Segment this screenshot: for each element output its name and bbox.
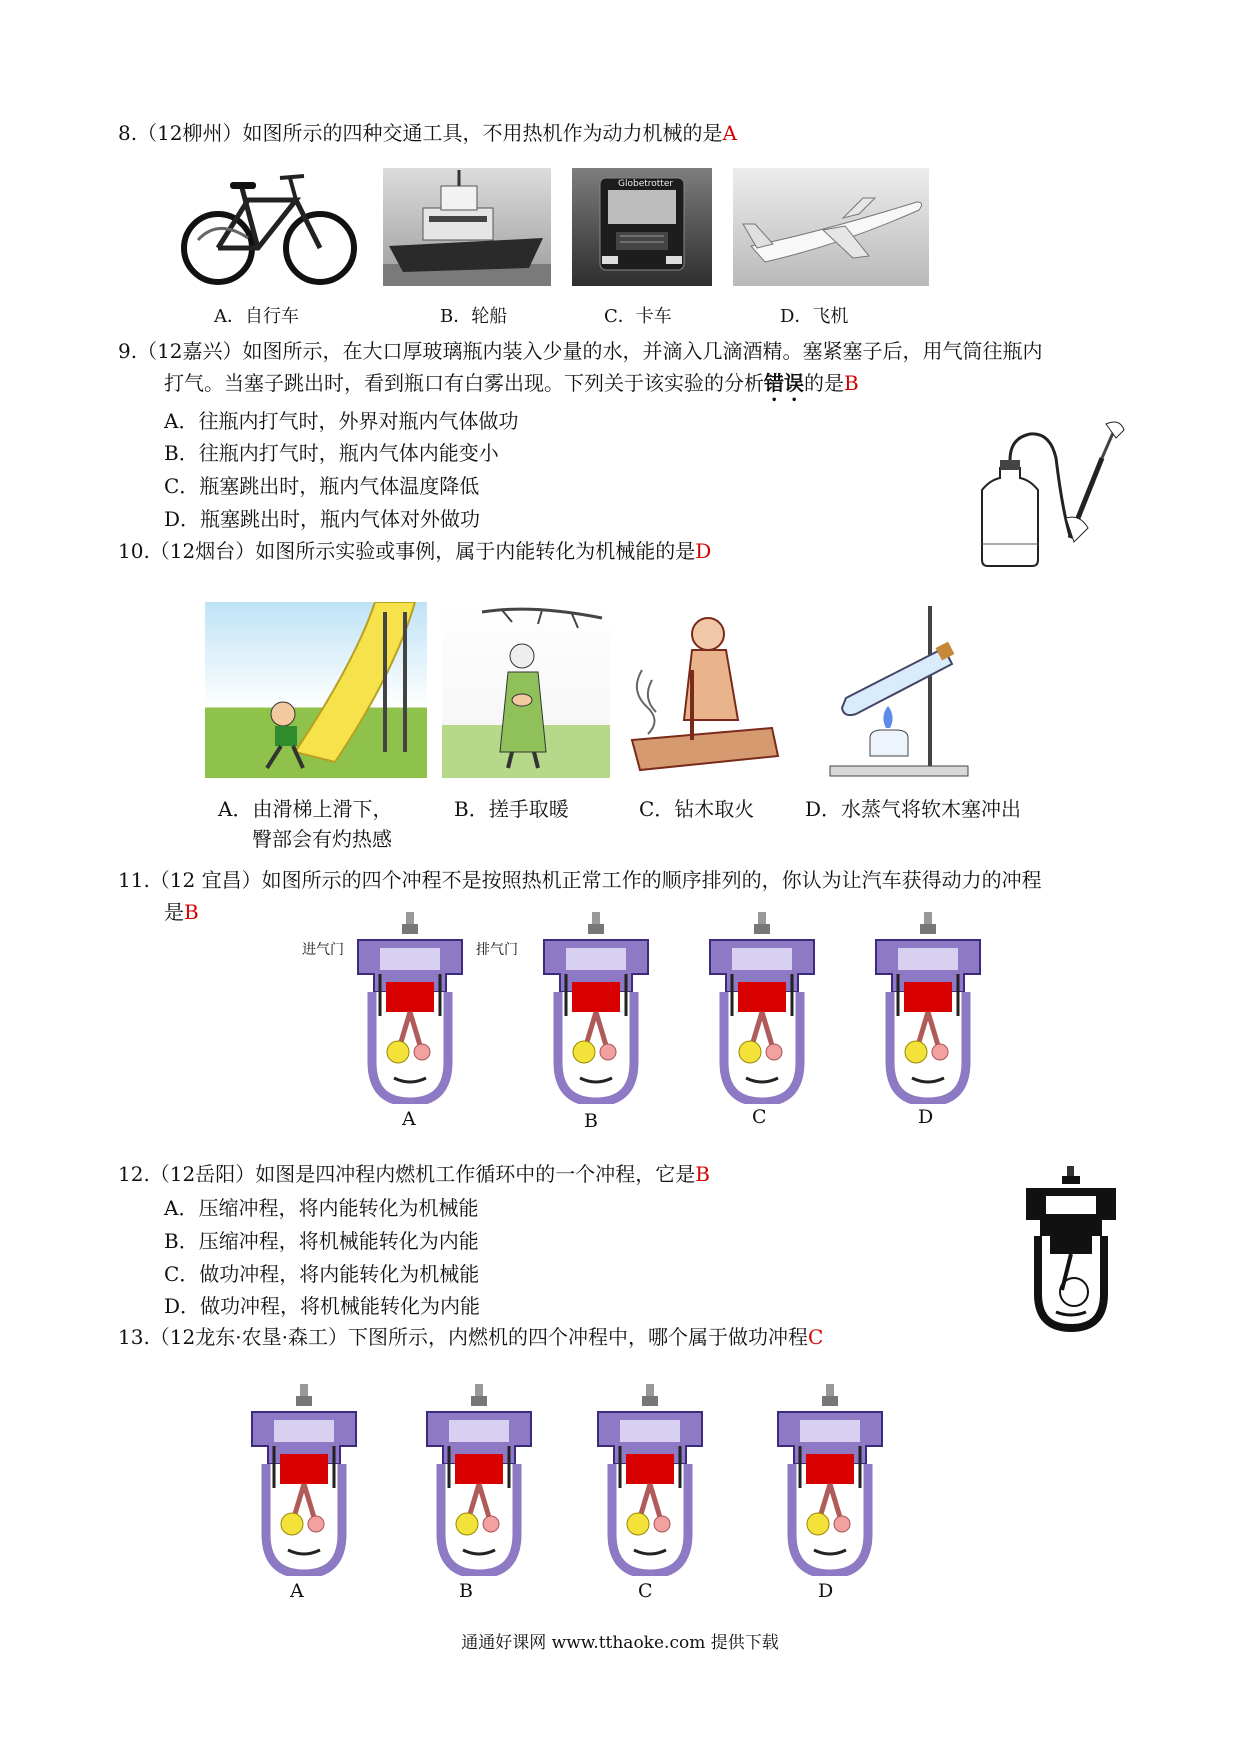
q8-caption-b: B．轮船 — [440, 306, 508, 327]
q13-stem: 13.（12龙东·农垦·森工）下图所示，内燃机的四个冲程中，哪个属于做功冲程C — [118, 1325, 824, 1349]
q10-caption-a: A．由滑梯上滑下， — [218, 797, 393, 821]
q11-letter-c: C — [752, 1106, 767, 1128]
q13-engine-a — [244, 1384, 366, 1576]
q10-caption-b: B．搓手取暖 — [454, 797, 569, 821]
q11-engine-d — [868, 912, 990, 1104]
q8-caption-d: D．飞机 — [780, 306, 849, 327]
drilling-wood-fire-image — [622, 610, 792, 778]
q13-engine-c — [590, 1384, 712, 1576]
q11-engine-c — [702, 912, 824, 1104]
q8-stem: 8.（12柳州）如图所示的四种交通工具，不用热机作为动力机械的是A — [118, 121, 737, 145]
q11-engine-b — [536, 912, 658, 1104]
rubbing-hands-image — [442, 602, 610, 778]
q8-caption-c: C．卡车 — [604, 306, 672, 327]
intake-valve-label: 进气门 — [302, 942, 344, 958]
q12-option-d: D．做功冲程，将机械能转化为内能 — [164, 1294, 481, 1318]
q10-caption-c: C．钻木取火 — [639, 797, 755, 821]
q10-caption-a-line2: 臀部会有灼热感 — [252, 827, 392, 851]
q9-option-a: A．往瓶内打气时，外界对瓶内气体做功 — [164, 409, 519, 433]
q12-option-b: B．压缩冲程，将机械能转化为内能 — [164, 1229, 479, 1253]
truck-brand: Globetrotter — [618, 179, 674, 189]
q13-letter-d: D — [818, 1580, 834, 1602]
q12-stem: 12.（12岳阳）如图是四冲程内燃机工作循环中的一个冲程，它是B — [118, 1162, 710, 1186]
q11-letter-a: A — [402, 1108, 416, 1130]
q13-engine-b — [419, 1384, 541, 1576]
q13-engine-d — [770, 1384, 892, 1576]
bottle-pump-diagram — [970, 418, 1130, 570]
q9-stem-line2: 打气。当塞子跳出时，看到瓶口有白雾出现。下列关于该实验的分析错误的是B — [164, 371, 859, 395]
q12-option-a: A．压缩冲程，将内能转化为机械能 — [164, 1196, 479, 1220]
q9-stem-line1: 9.（12嘉兴）如图所示，在大口厚玻璃瓶内装入少量的水，并滴入几滴酒精。塞紧塞子后，用气筒往瓶内 — [118, 339, 1043, 363]
q9-option-c: C．瓶塞跳出时，瓶内气体温度降低 — [164, 474, 480, 498]
q11-engine-a — [350, 912, 472, 1104]
bicycle-image — [178, 168, 360, 286]
q8-answer: A — [722, 121, 737, 145]
q9-option-d: D．瓶塞跳出时，瓶内气体对外做功 — [164, 507, 481, 531]
airplane-image — [733, 168, 929, 286]
q9-answer: B — [844, 371, 859, 395]
q9-emphasis-wrong: 错误 — [764, 371, 804, 395]
q11-stem-line1: 11.（12 宜昌）如图所示的四个冲程不是按照热机正常工作的顺序排列的，你认为让汽车获得动力的冲程 — [118, 868, 1042, 892]
slide-image — [205, 602, 427, 778]
q11-letter-d: D — [918, 1106, 934, 1128]
q12-option-c: C．做功冲程，将内能转化为机械能 — [164, 1262, 480, 1286]
footer-source: 通通好课网 www.tthaoke.com 提供下载 — [461, 1633, 779, 1653]
q11-answer: B — [184, 900, 199, 924]
q10-caption-d: D．水蒸气将软木塞冲出 — [805, 797, 1022, 821]
q11-stem-line2: 是B — [164, 900, 199, 924]
q13-letter-c: C — [638, 1580, 653, 1602]
q13-letter-a: A — [290, 1580, 304, 1602]
q9-option-b: B．往瓶内打气时，瓶内气体内能变小 — [164, 441, 499, 465]
q10-stem: 10.（12烟台）如图所示实验或事例，属于内能转化为机械能的是D — [118, 539, 712, 563]
q13-letter-b: B — [459, 1580, 473, 1602]
q12-answer: B — [695, 1162, 710, 1186]
ship-image — [383, 168, 551, 286]
q11-letter-b: B — [584, 1110, 598, 1132]
test-tube-steam-image — [826, 606, 972, 778]
q12-engine-diagram — [1022, 1166, 1120, 1334]
truck-image — [572, 168, 712, 286]
q13-answer: C — [807, 1325, 824, 1349]
q8-caption-a: A．自行车 — [214, 306, 299, 327]
q10-answer: D — [695, 539, 712, 563]
exhaust-valve-label: 排气门 — [476, 942, 518, 958]
